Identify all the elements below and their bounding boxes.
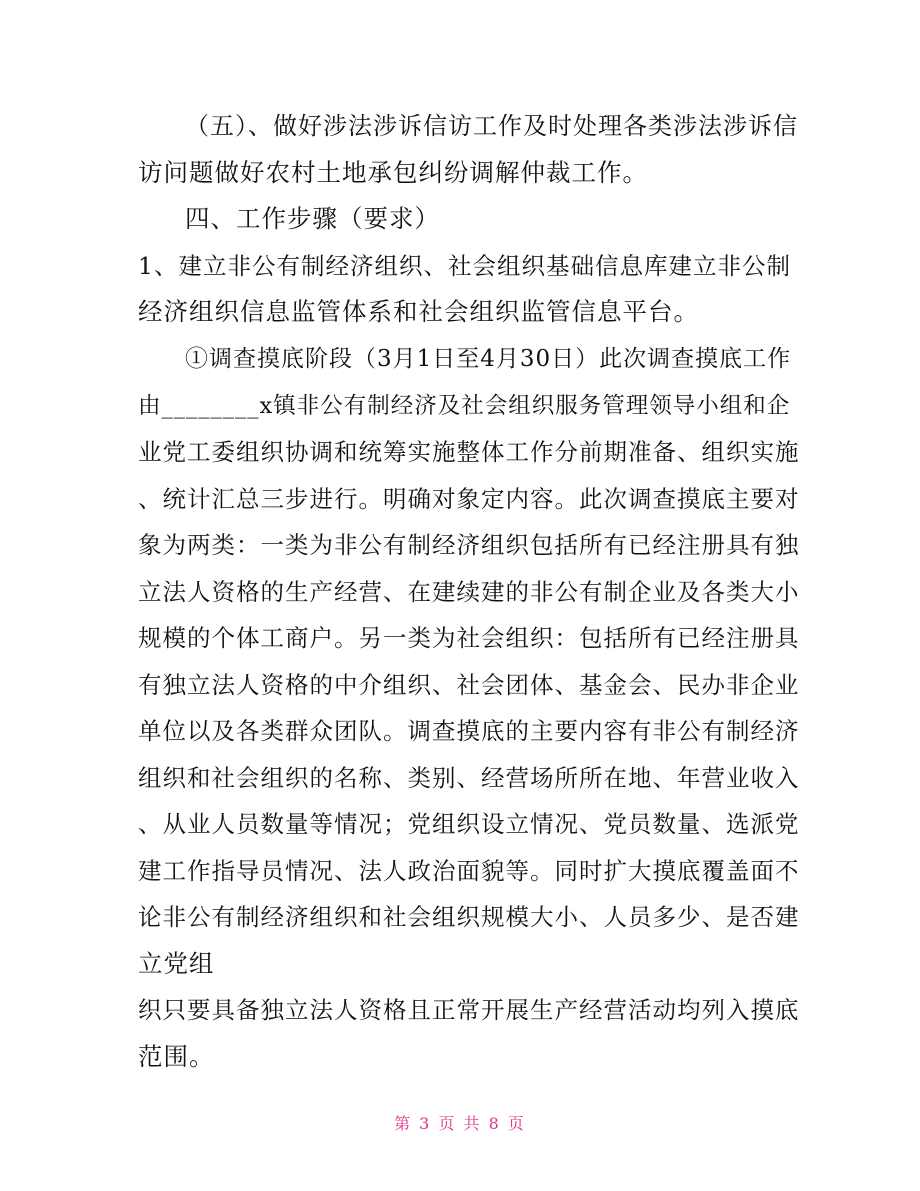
text-line: 经济组织信息监管体系和社会组织监管信息平台。 (138, 297, 699, 326)
text-line: 论非公有制经济组织和社会组织规模大小、人员多少、是否建 (138, 903, 800, 931)
text-line: （五）、做好涉法涉诉信访工作及时处理各类涉法涉诉信 (185, 112, 798, 140)
text-line: 织只要具备独立法人资格且正常开展生产经营活动均列入摸底 (138, 996, 800, 1024)
page-number: 第 3 页 共 8 页 (394, 1114, 526, 1133)
text-line: 规模的个体工商户。另一类为社会组织：包括所有已经注册具 (138, 624, 800, 652)
text-line: 业党工委组织协调和统筹实施整体工作分前期准备、组织实施 (138, 438, 800, 466)
text-line: 立党组 (138, 949, 215, 978)
text-line: 访问题做好农村土地承包纠纷调解仲裁工作。 (138, 158, 648, 187)
text-line: 、统计汇总三步进行。明确对象定内容。此次调查摸底主要对 (138, 485, 800, 513)
section-heading: 四、工作步骤（要求） (185, 204, 440, 233)
text-line: 由________x镇非公有制经济及社会组织服务管理领导小组和企 (138, 393, 791, 419)
text-line: 组织和社会组织的名称、类别、经营场所所在地、年营业收入 (138, 764, 800, 792)
text-line: ①调查摸底阶段（3月1日至4月30日）此次调查摸底工作 (185, 346, 792, 372)
text-line: 1、建立非公有制经济组织、社会组织基础信息库建立非公制 (138, 252, 791, 280)
text-line: 有独立法人资格的中介组织、社会团体、基金会、民办非企业 (138, 671, 800, 699)
text-line: 、从业人员数量等情况；党组织设立情况、党员数量、选派党 (138, 810, 800, 838)
text-line: 单位以及各类群众团队。调查摸底的主要内容有非公有制经济 (138, 717, 800, 745)
text-line: 建工作指导员情况、法人政治面貌等。同时扩大摸底覆盖面不 (138, 857, 800, 885)
text-line: 象为两类：一类为非公有制经济组织包括所有已经注册具有独 (138, 531, 800, 559)
text-line: 立法人资格的生产经营、在建续建的非公有制企业及各类大小 (138, 578, 800, 606)
text-line: 范围。 (138, 1042, 215, 1071)
